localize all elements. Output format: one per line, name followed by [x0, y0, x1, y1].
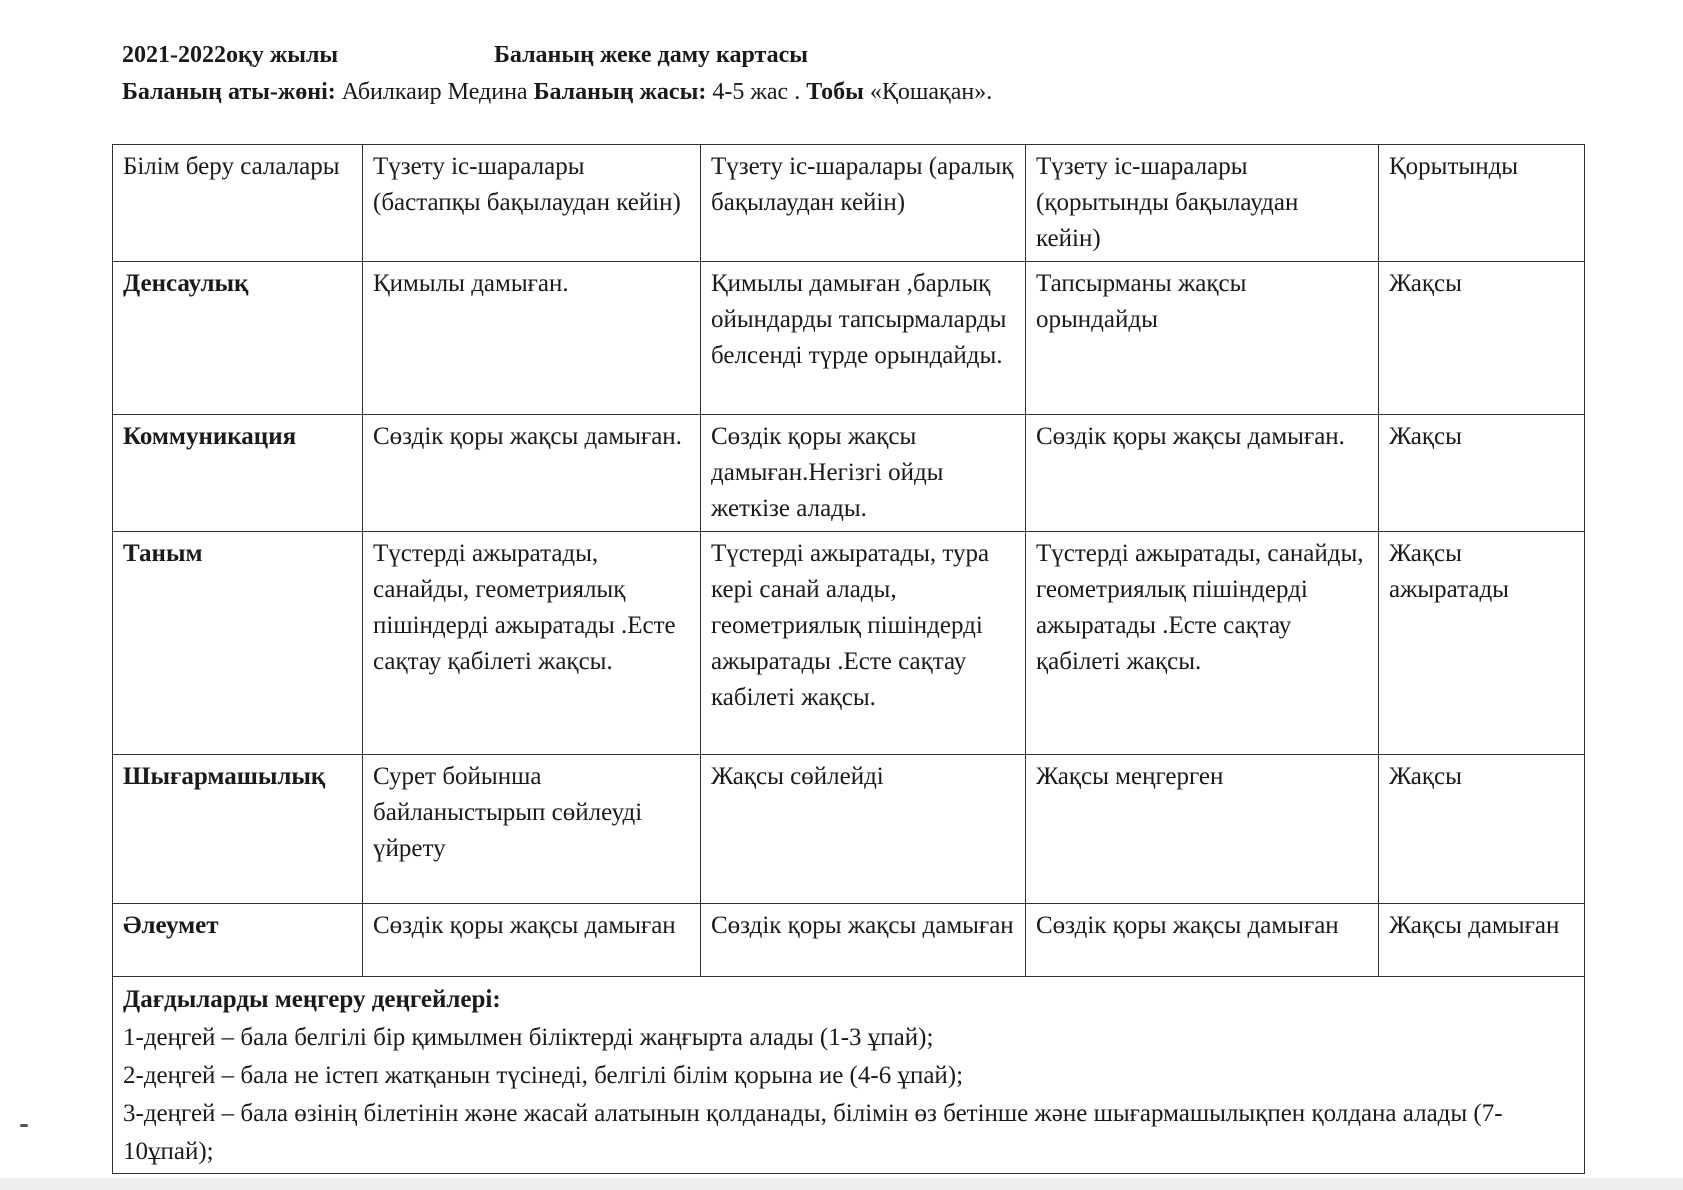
area-cell: Коммуникация	[113, 415, 363, 532]
final-cell: Тапсырманы жақсы орындайды	[1026, 262, 1379, 415]
area-cell: Таным	[113, 532, 363, 755]
column-header: Білім беру салалары	[113, 145, 363, 262]
column-header: Түзету іс-шаралары (аралық бақылаудан кейін)	[701, 145, 1026, 262]
scan-dust-mark	[20, 1124, 28, 1127]
level-item: 3-деңгей – бала өзінің білетінін және жасай алатынын қолданады, білімін өз бетінше және шығармашылықпен қолдана алады (7-10ұпай);	[123, 1100, 1503, 1165]
table-row	[113, 532, 1585, 755]
area-cell: Денсаулық	[113, 262, 363, 415]
initial-cell: Қимылы дамыған.	[363, 262, 701, 415]
final-cell: Сөздік қоры жақсы дамыған.	[1026, 415, 1379, 532]
column-header: Түзету іс-шаралары (бастапқы бақылаудан кейін)	[363, 145, 701, 262]
initial-cell: Сөздік қоры жақсы дамыған	[363, 904, 701, 977]
intermediate-cell: Жақсы сөйлейді	[701, 755, 1026, 904]
initial-cell: Сөздік қоры жақсы дамыған.	[363, 415, 701, 532]
intermediate-cell: Қимылы дамыған ,барлық ойындарды тапсырмаларды белсенді түрде орындайды.	[701, 262, 1026, 415]
child-age-label: Баланың жасы:	[533, 79, 707, 105]
table-header-row	[113, 145, 1585, 262]
group-value: «Қошақан».	[863, 79, 993, 105]
child-name-label: Баланың аты-жөні:	[122, 79, 336, 105]
column-header: Түзету іс-шаралары (қорытынды бақылаудан кейін)	[1026, 145, 1379, 262]
level-item: 2-деңгей – бала не істеп жатқанын түсінеді, белгілі білім қорына ие (4-6 ұпай);	[123, 1062, 964, 1089]
intermediate-cell: Түстерді ажыратады, тура кері санай алады, геометриялық пішіндерді ажыратады .Есте сақтау кабілеті жақсы.	[701, 532, 1026, 755]
result-cell: Жақсы ажыратады	[1379, 532, 1585, 755]
child-info-line	[122, 74, 1542, 110]
initial-cell: Сурет бойынша байланыстырып сөйлеуді үйрету	[363, 755, 701, 904]
levels-title: Дағдыларды меңгеру деңгейлері:	[123, 986, 501, 1013]
final-cell: Сөздік қоры жақсы дамыған	[1026, 904, 1379, 977]
child-name-value: Абилкаир Медина	[335, 79, 534, 105]
result-cell: Жақсы	[1379, 262, 1585, 415]
table-row	[113, 755, 1585, 904]
school-year: 2021-2022оқу жылы	[122, 42, 339, 68]
title-line	[122, 36, 1542, 74]
result-cell: Жақсы	[1379, 755, 1585, 904]
development-card-table	[112, 144, 1585, 1174]
result-cell: Жақсы дамыған	[1379, 904, 1585, 977]
level-item: 1-деңгей – бала белгілі бір қимылмен біліктерді жаңғырта алады (1-3 ұпай);	[123, 1024, 934, 1051]
column-header: Қорытынды	[1379, 145, 1585, 262]
initial-cell: Түстерді ажыратады, санайды, геометриялық пішіндерді ажыратады .Есте сақтау қабілеті жақсы.	[363, 532, 701, 755]
child-age-value: 4-5 жас .	[706, 79, 807, 105]
skill-levels-cell	[113, 977, 1585, 1174]
area-cell: Әлеумет	[113, 904, 363, 977]
scan-bottom-edge	[0, 1178, 1683, 1190]
intermediate-cell: Сөздік қоры жақсы дамыған	[701, 904, 1026, 977]
table-row	[113, 415, 1585, 532]
document-header	[122, 36, 1542, 110]
final-cell: Жақсы меңгерген	[1026, 755, 1379, 904]
intermediate-cell: Сөздік қоры жақсы дамыған.Негізгі ойды жеткізе алады.	[701, 415, 1026, 532]
area-cell: Шығармашылық	[113, 755, 363, 904]
final-cell: Түстерді ажыратады, санайды, геометриялық пішіндерді ажыратады .Есте сақтау қабілеті жақсы.	[1026, 532, 1379, 755]
table-row	[113, 262, 1585, 415]
group-label: Тобы	[806, 79, 864, 105]
levels-row	[113, 977, 1585, 1174]
table-row	[113, 904, 1585, 977]
result-cell: Жақсы	[1379, 415, 1585, 532]
document-title: Баланың жеке даму картасы	[494, 42, 809, 68]
